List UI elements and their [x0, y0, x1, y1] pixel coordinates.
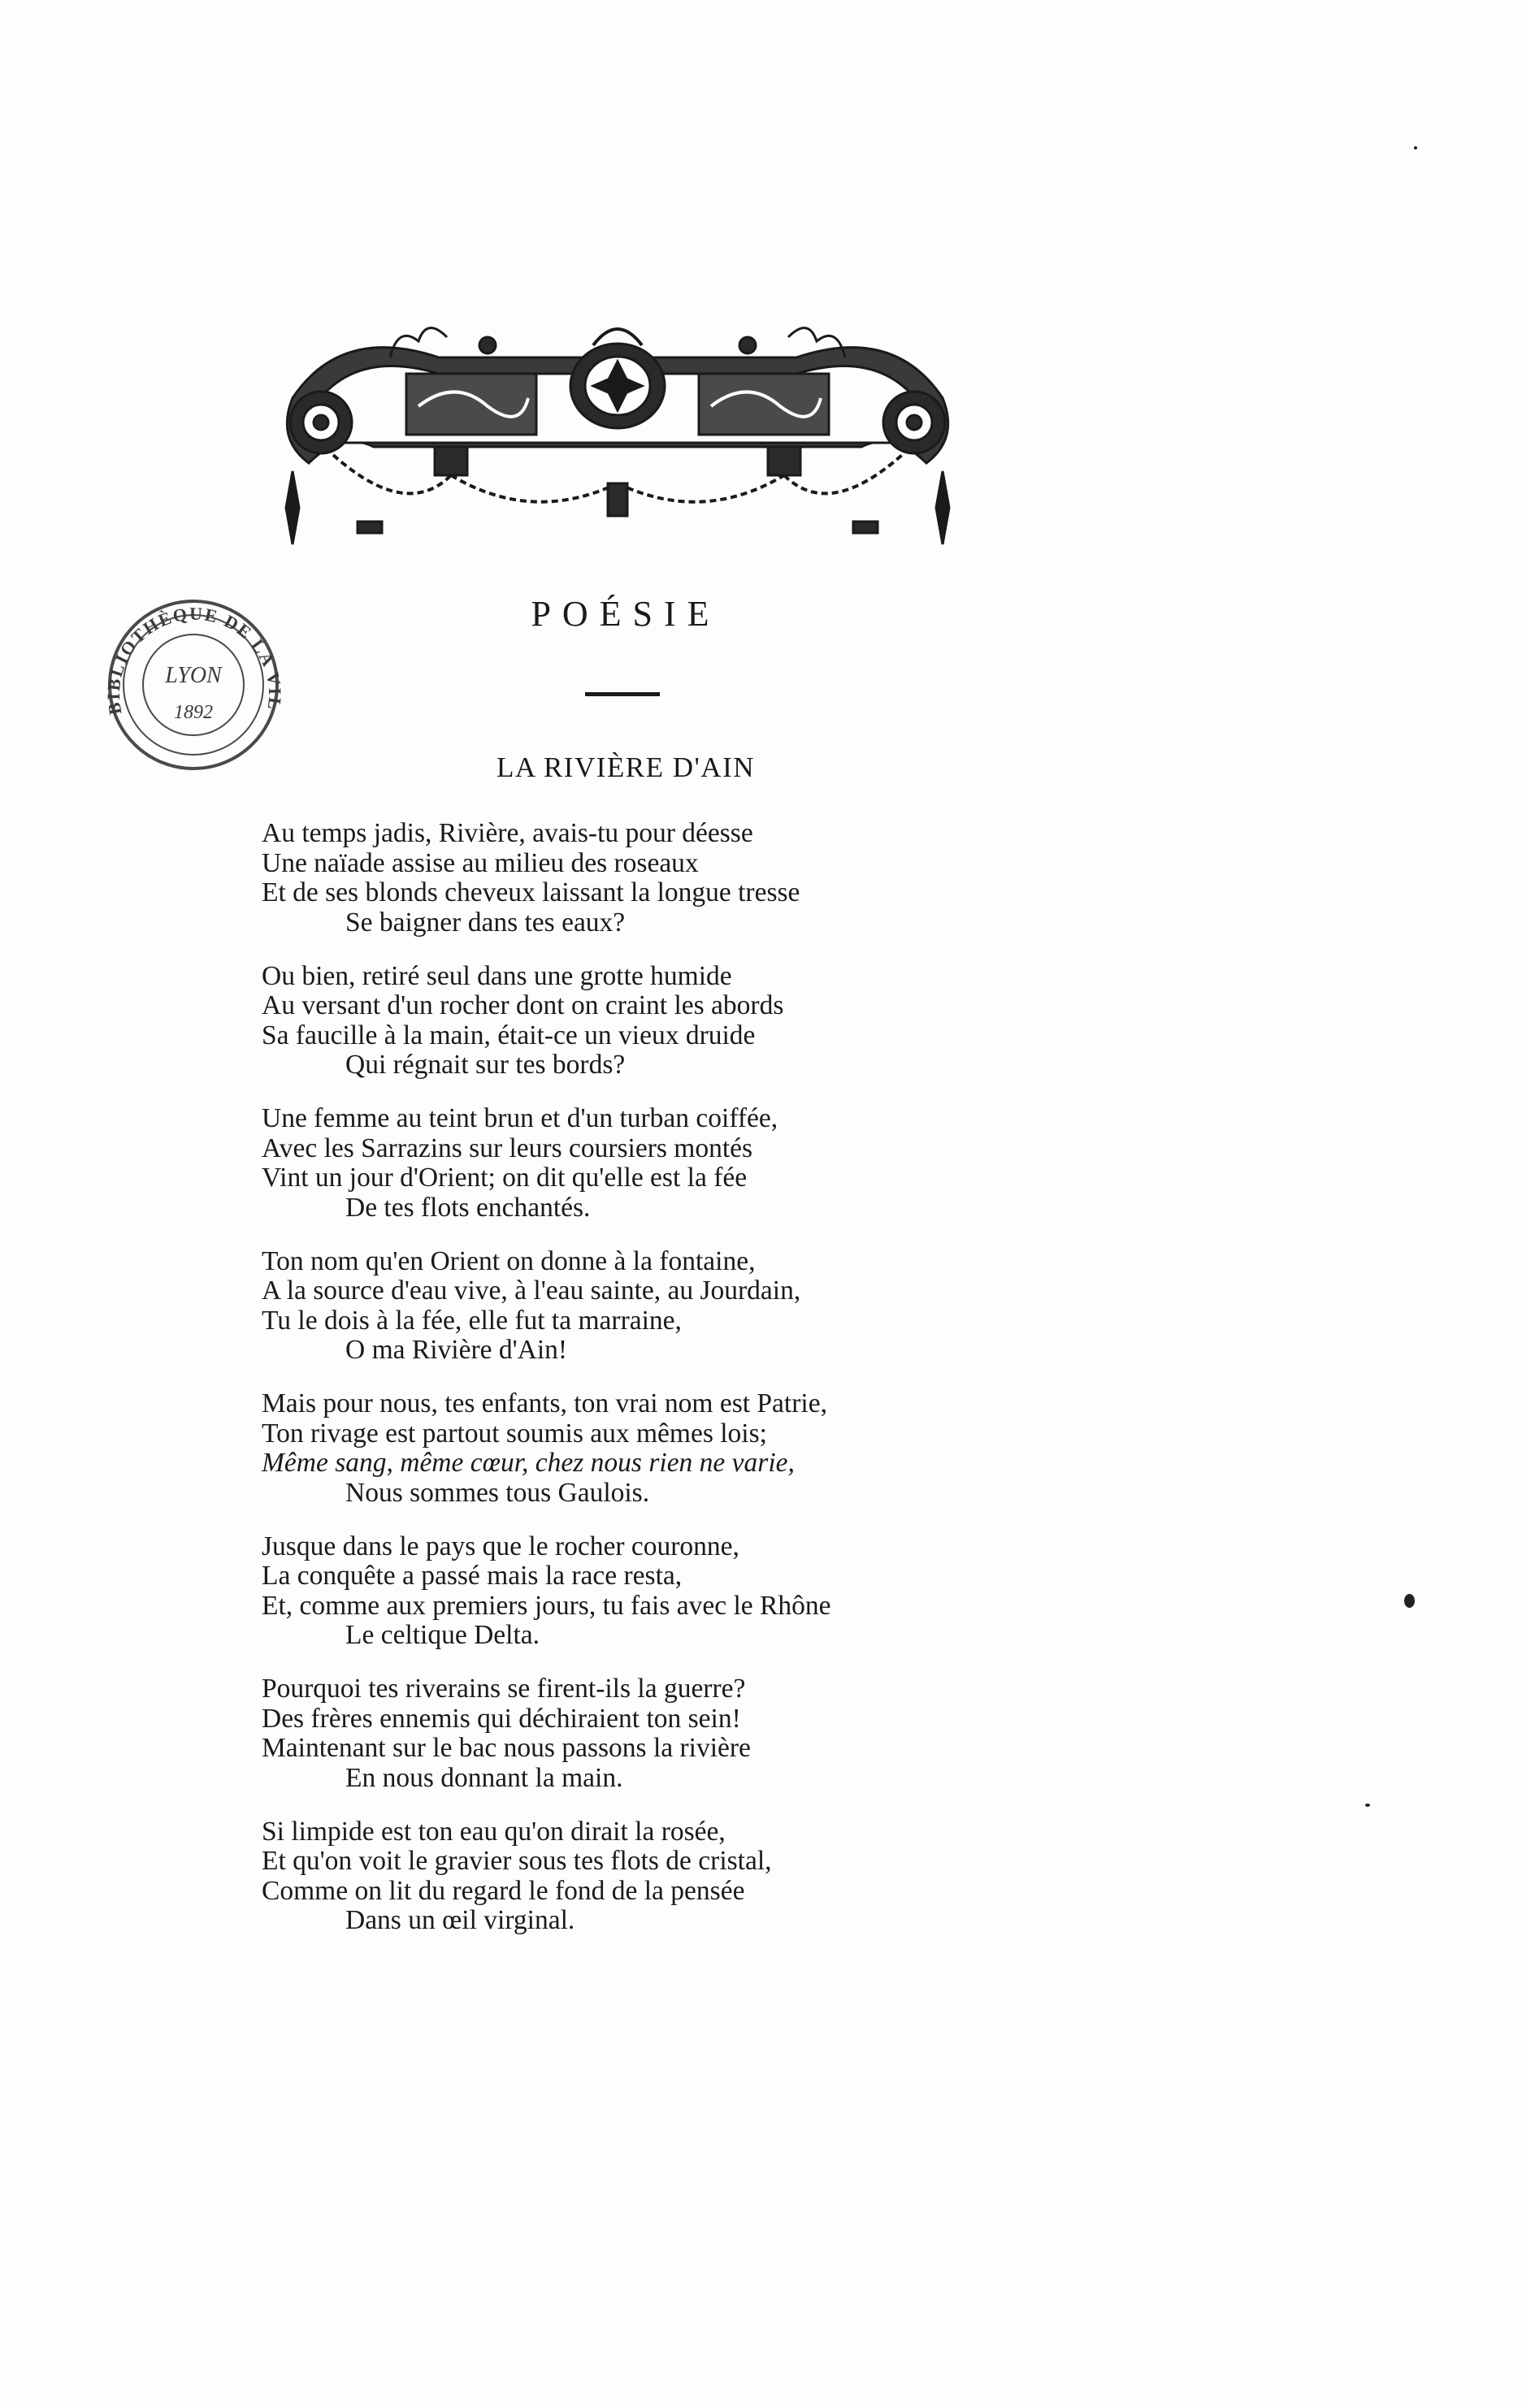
verse-line: Mais pour nous, tes enfants, ton vrai nom est Patrie, [262, 1388, 827, 1418]
stanza [262, 1674, 977, 1793]
verse-line: Qui régnait sur tes bords? [345, 1050, 626, 1080]
stamp-illustration [96, 591, 291, 778]
verse-line: O ma Rivière d'Ain! [345, 1335, 568, 1365]
stanza [262, 1817, 977, 1936]
title-rule [585, 692, 660, 696]
stanza [262, 1389, 977, 1508]
verse-line: Et qu'on voit le gravier sous tes flots de cristal, [262, 1846, 772, 1876]
stamp-arc-text: BIBLIOTHÈQUE DE LA VIL [102, 603, 286, 717]
verse-line: De tes flots enchantés. [345, 1192, 591, 1223]
verse-line: Et de ses blonds cheveux laissant la longue tresse [262, 877, 800, 907]
verse-line: Même sang, même cœur, chez nous rien ne varie, [262, 1448, 795, 1478]
verse-line: Pourquoi tes riverains se firent-ils la guerre? [262, 1674, 746, 1704]
ornament-illustration [244, 309, 991, 552]
poem-title: LA RIVIÈRE D'AIN [496, 751, 756, 783]
verse-line: Ton rivage est partout soumis aux mêmes lois; [262, 1418, 767, 1449]
verse-line: Maintenant sur le bac nous passons la rivière [262, 1733, 751, 1763]
verse-line: Une femme au teint brun et d'un turban coiffée, [262, 1103, 778, 1133]
verse-line: Si limpide est ton eau qu'on dirait la rosée, [262, 1816, 726, 1847]
verse-line: Au versant d'un rocher dont on craint les abords [262, 990, 784, 1020]
verse-line: Ton nom qu'en Orient on donne à la fontaine, [262, 1245, 756, 1276]
verse-line: Une naïade assise au milieu des roseaux [262, 847, 699, 878]
stamp-year: 1892 [174, 702, 213, 723]
verse-line: Nous sommes tous Gaulois. [345, 1477, 650, 1508]
scan-speck [1414, 146, 1417, 149]
stanza [262, 962, 977, 1081]
verse-line: Comme on lit du regard le fond de la pensée [262, 1875, 745, 1906]
verse-line: Le celtique Delta. [345, 1620, 540, 1650]
verse-line: Se baigner dans tes eaux? [345, 907, 626, 938]
scan-speck [1404, 1594, 1415, 1608]
verse-line: Avec les Sarrazins sur leurs coursiers montés [262, 1133, 753, 1163]
stanza [262, 1104, 977, 1223]
verse-line: La conquête a passé mais la race resta, [262, 1561, 683, 1591]
verse-line: Dans un œil virginal. [345, 1905, 575, 1935]
poem-body [262, 819, 977, 1960]
stanza [262, 1247, 977, 1366]
verse-line: Jusque dans le pays que le rocher couronne, [262, 1531, 739, 1561]
verse-line: Des frères ennemis qui déchiraient ton sein! [262, 1703, 741, 1734]
verse-line: A la source d'eau vive, à l'eau sainte, au Jourdain, [262, 1275, 801, 1306]
scan-speck [1365, 1804, 1370, 1807]
verse-line: Et, comme aux premiers jours, tu fais avec le Rhône [262, 1590, 831, 1621]
section-title: POÉSIE [531, 594, 721, 634]
verse-line: Tu le dois à la fée, elle fut ta marraine, [262, 1305, 682, 1336]
verse-line: En nous donnant la main. [345, 1762, 623, 1793]
library-stamp [96, 591, 291, 778]
ornamental-headpiece [244, 309, 991, 552]
verse-line: Au temps jadis, Rivière, avais-tu pour déesse [262, 818, 753, 848]
stamp-center-text: LYON [165, 663, 222, 688]
verse-line: Ou bien, retiré seul dans une grotte humide [262, 960, 732, 991]
verse-line: Sa faucille à la main, était-ce un vieux druide [262, 1020, 756, 1050]
stanza [262, 1532, 977, 1651]
stanza [262, 819, 977, 938]
verse-line: Vint un jour d'Orient; on dit qu'elle est la fée [262, 1163, 748, 1193]
